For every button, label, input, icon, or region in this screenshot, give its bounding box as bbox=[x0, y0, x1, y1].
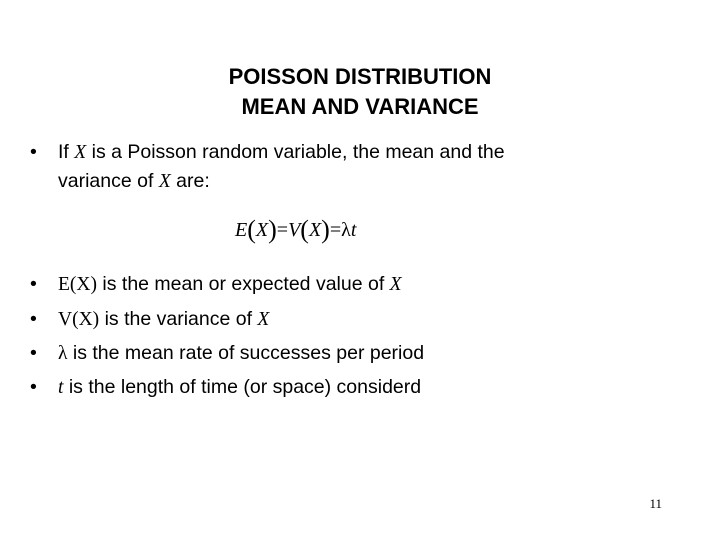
intro-text: is a Poisson random variable, the mean and the bbox=[86, 141, 505, 163]
intro-line-2 bbox=[58, 167, 210, 196]
math-var-x: X bbox=[389, 274, 402, 295]
intro-text: are: bbox=[170, 170, 210, 192]
formula-v: V bbox=[288, 219, 301, 241]
formula-t: t bbox=[350, 219, 357, 241]
bullet-marker: • bbox=[30, 376, 37, 398]
list-item-label: is the mean rate of successes per period bbox=[67, 342, 425, 364]
title-line-2: MEAN AND VARIANCE bbox=[241, 94, 479, 119]
math-var-x: X bbox=[257, 309, 270, 330]
bullet-marker: • bbox=[30, 141, 37, 163]
formula-equals: = bbox=[276, 219, 289, 241]
math-symbol: t bbox=[58, 377, 64, 398]
math-symbol: E(X) bbox=[58, 274, 97, 295]
bullet-marker: • bbox=[30, 273, 37, 295]
math-var-x: X bbox=[158, 171, 171, 192]
list-item-label: is the length of time (or space) considerd bbox=[63, 376, 422, 398]
list-item-label: is the variance of bbox=[99, 308, 258, 330]
bullet-marker: • bbox=[30, 308, 37, 330]
formula-e: E bbox=[235, 219, 248, 241]
title-line-1: POISSON DISTRIBUTION bbox=[228, 64, 492, 89]
intro-text: variance of bbox=[58, 170, 159, 192]
mean-variance-formula: E(X)=V(X)=λt bbox=[235, 215, 357, 244]
math-symbol: λ bbox=[58, 343, 68, 364]
formula-x: X bbox=[255, 219, 269, 241]
intro-text: If bbox=[58, 141, 75, 163]
list-item-text bbox=[58, 305, 269, 334]
list-item-text bbox=[58, 339, 424, 368]
page-number: 11 bbox=[649, 496, 662, 511]
list-item-label: is the mean or expected value of bbox=[96, 273, 390, 295]
list-item-text bbox=[58, 270, 402, 299]
intro-line-1 bbox=[58, 138, 505, 167]
list-item-text bbox=[58, 373, 421, 402]
math-symbol: V(X) bbox=[58, 309, 100, 330]
formula-x: X bbox=[308, 219, 322, 241]
math-var-x: X bbox=[74, 142, 87, 163]
formula-lambda: λ bbox=[341, 219, 351, 241]
formula-equals: = bbox=[329, 219, 342, 241]
slide-title bbox=[150, 62, 570, 122]
bullet-marker: • bbox=[30, 342, 37, 364]
